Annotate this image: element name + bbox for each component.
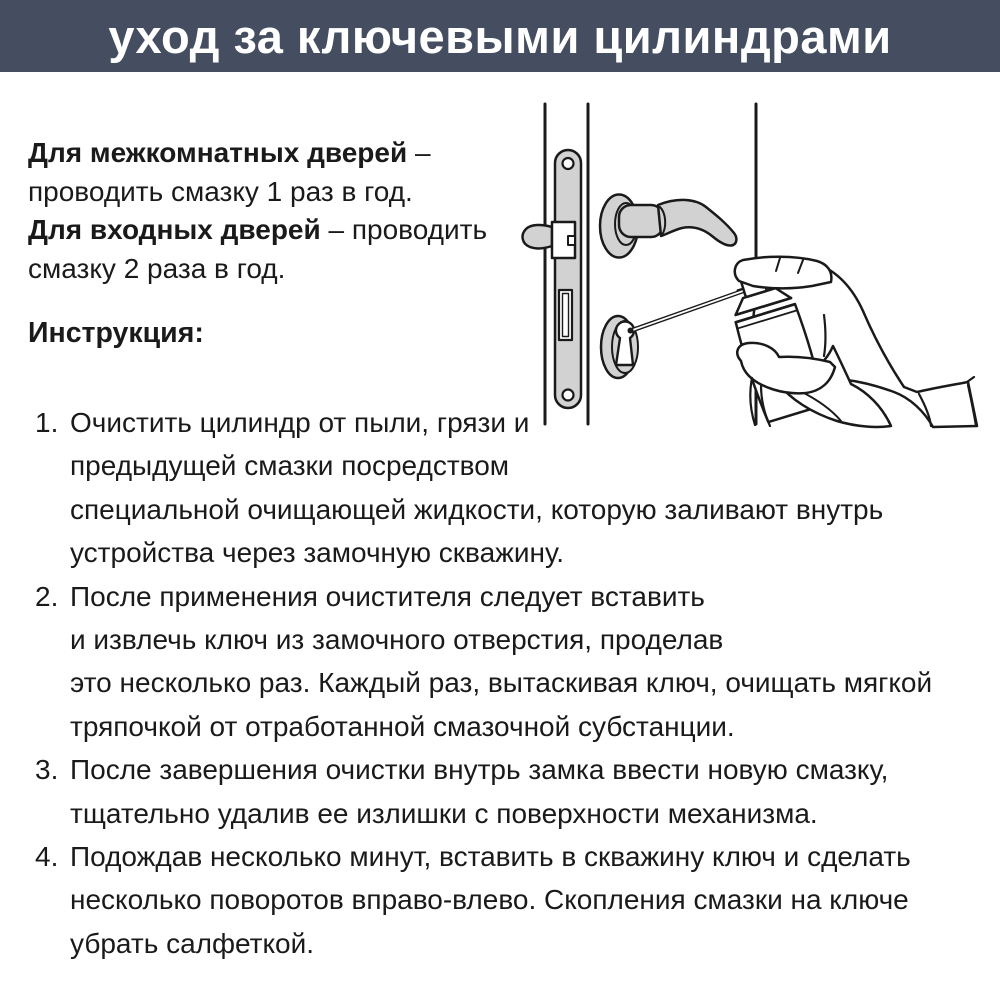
step-2-line: 2. После применения очистителя следует вставить (35, 575, 985, 618)
step-4-line: 4. Подождав несколько минут, вставить в скважину ключ и сделать (35, 835, 985, 878)
step-number: 3. (35, 754, 59, 786)
intro-line: смазку 2 раза в год. (28, 252, 286, 284)
latch-bolt (523, 225, 552, 249)
step-2-line: и извлечь ключ из замочного отверстия, проделав (70, 624, 724, 656)
step-3-line: тщательно удалив ее излишки с поверхности механизма. (70, 797, 818, 829)
step-4-line: убрать салфеткой. (70, 927, 315, 959)
plate-screw-top (563, 158, 574, 169)
intro-bold-interior-doors: Для межкомнатных дверей (28, 137, 408, 168)
lock-case-notch (568, 236, 575, 245)
step-number: 1. (35, 407, 59, 438)
spray-straw (628, 291, 744, 334)
lock-lubrication-illustration (500, 95, 1000, 435)
step-4-line: несколько поворотов вправо-влево. Скопления смазки на ключе (70, 884, 909, 916)
handle-lever (658, 200, 736, 246)
door-handle (600, 195, 736, 258)
handle-neck (619, 205, 663, 237)
mortise-lock-plate (523, 150, 581, 408)
step-3-line: 3. После завершения очистки внутрь замка ввести новую смазку, (35, 748, 985, 791)
intro-line: проводить смазку 1 раз в год. (28, 175, 413, 207)
index-finger (735, 257, 832, 289)
intro-bold-entrance-doors: Для входных дверей (28, 214, 321, 245)
step-1-line: специальной очищающей жидкости, которую заливают внутрь (70, 493, 884, 525)
intro-line: Для межкомнатных дверей – (28, 137, 431, 168)
intro-line: Для входных дверей – проводить (28, 214, 488, 245)
step-1-line: устройства через замочную скважину. (70, 537, 564, 569)
header-bar (0, 0, 1000, 72)
page-title: уход за ключевыми цилиндрами (108, 9, 892, 63)
step-number: 2. (35, 580, 59, 612)
plate-screw-bottom (563, 390, 574, 401)
step-number: 4. (35, 841, 59, 873)
step-1-line: 1. Очистить цилиндр от пыли, грязи и (35, 401, 985, 444)
instructions-heading: Инструкция: (28, 317, 204, 349)
step-2-line: тряпочкой от отработанной смазочной субстанции. (70, 710, 735, 742)
plate-keyhole-slot (559, 290, 572, 340)
step-2-line: это несколько раз. Каждый раз, вытаскивая ключ, очищать мягкой (70, 667, 933, 699)
keyhole-escutcheon (601, 316, 638, 378)
hand-with-spray-can (723, 257, 977, 427)
instructions-list (35, 401, 985, 965)
step-1-line: предыдущей смазки посредством (70, 450, 510, 482)
intro-text (28, 134, 487, 288)
